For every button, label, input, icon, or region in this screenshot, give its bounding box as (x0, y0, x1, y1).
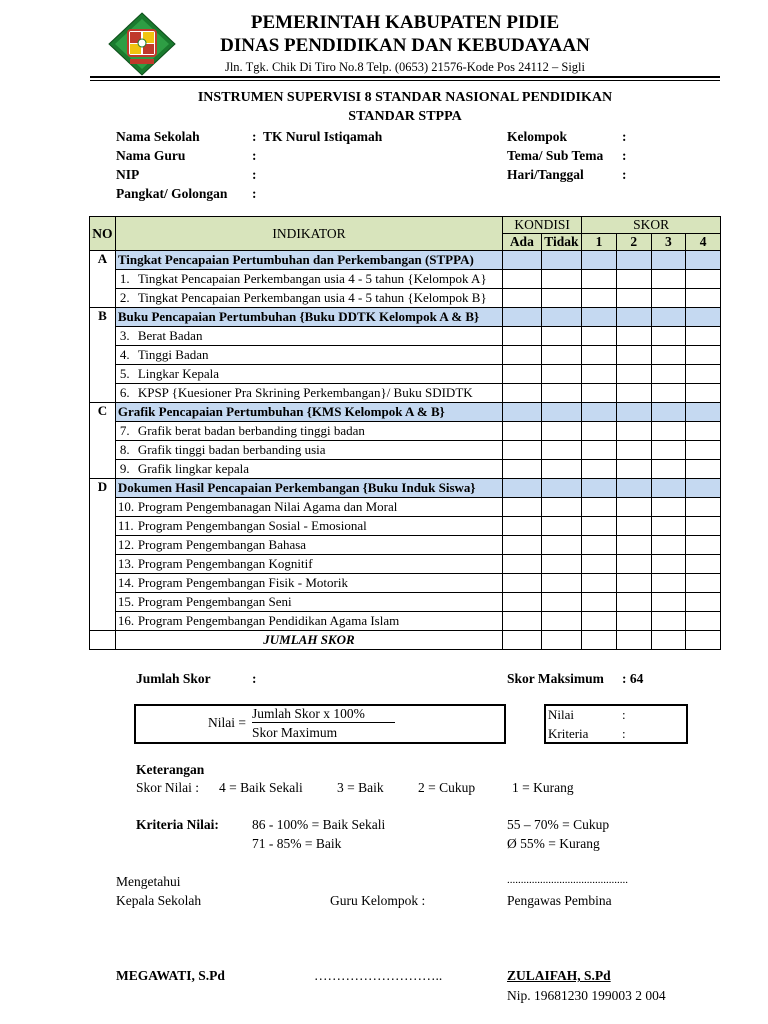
score-cell[interactable] (503, 441, 541, 460)
skor-maksimum-value: : 64 (622, 671, 644, 686)
score-cell[interactable] (616, 289, 651, 308)
kepala-sekolah-name: MEGAWATI, S.Pd (116, 968, 225, 983)
score-cell[interactable] (503, 517, 541, 536)
indicator-text: Berat Badan (137, 328, 203, 343)
score-cell[interactable] (582, 574, 617, 593)
score-cell[interactable] (616, 365, 651, 384)
jumlah-skor-total-label: JUMLAH SKOR (115, 631, 502, 650)
result-nilai-colon: : (622, 707, 626, 722)
info-colon: : (252, 129, 257, 144)
indicator-text: Program Pengembangan Fisik - Motorik (137, 575, 348, 590)
row-no-cell (90, 346, 116, 365)
score-cell[interactable] (503, 536, 541, 555)
score-cell[interactable] (503, 612, 541, 631)
table-row (90, 289, 721, 308)
indicator-text: Grafik lingkar kepala (137, 461, 250, 476)
formula-nilai-label: Nilai = (208, 715, 246, 730)
row-no-cell (90, 555, 116, 574)
table-row (90, 574, 721, 593)
indicator-cell (115, 327, 502, 346)
row-no-cell (90, 441, 116, 460)
section-row (90, 308, 721, 327)
info-colon: : (252, 148, 257, 163)
total-score-cell[interactable] (616, 631, 651, 650)
table-header-row (90, 217, 721, 234)
score-cell[interactable] (503, 289, 541, 308)
score-cell[interactable] (616, 384, 651, 403)
score-cell[interactable] (541, 251, 582, 270)
info-label-tema: Tema/ Sub Tema (507, 148, 604, 163)
result-nilai-label: Nilai (548, 707, 574, 722)
score-cell[interactable] (616, 460, 651, 479)
score-cell[interactable] (541, 593, 582, 612)
keterangan-title: Keterangan (136, 762, 205, 777)
pengawas-date-dots: ............................................ (507, 874, 628, 886)
score-cell[interactable] (686, 498, 721, 517)
col-header-skor: SKOR (582, 217, 721, 234)
score-cell[interactable] (651, 612, 686, 631)
score-cell[interactable] (582, 308, 617, 327)
score-cell[interactable] (541, 308, 582, 327)
score-cell[interactable] (541, 365, 582, 384)
score-cell[interactable] (541, 384, 582, 403)
result-box (544, 704, 688, 744)
score-cell[interactable] (616, 251, 651, 270)
kriteria-baik: 71 - 85% = Baik (252, 836, 342, 851)
score-cell[interactable] (651, 327, 686, 346)
score-cell[interactable] (651, 498, 686, 517)
skor-nilai-2: 2 = Cukup (418, 780, 476, 795)
indicator-cell (115, 384, 502, 403)
indicator-cell (115, 289, 502, 308)
score-cell[interactable] (582, 251, 617, 270)
score-cell[interactable] (686, 536, 721, 555)
indicator-cell (115, 593, 502, 612)
score-cell[interactable] (651, 308, 686, 327)
indicator-text: Lingkar Kepala (137, 366, 220, 381)
score-cell[interactable] (582, 517, 617, 536)
score-cell[interactable] (503, 574, 541, 593)
indicator-number: 9. (119, 461, 130, 476)
score-cell[interactable] (503, 270, 541, 289)
info-label-guru: Nama Guru (116, 148, 186, 163)
section-title: Buku Pencapaian Pertumbuhan {Buku DDTK Kelompok A & B} (115, 308, 502, 327)
score-cell[interactable] (582, 479, 617, 498)
pengawas-name: ZULAIFAH, S.Pd (507, 968, 611, 983)
score-cell[interactable] (651, 384, 686, 403)
indicator-number: 1. (119, 271, 130, 286)
kepala-sekolah-label: Kepala Sekolah (116, 893, 202, 908)
score-cell[interactable] (541, 441, 582, 460)
score-cell[interactable] (616, 346, 651, 365)
section-title: Grafik Pencapaian Pertumbuhan {KMS Kelompok A & B} (115, 403, 502, 422)
score-cell[interactable] (582, 460, 617, 479)
score-cell[interactable] (503, 384, 541, 403)
score-cell[interactable] (686, 346, 721, 365)
indicator-text: Tinggi Badan (137, 347, 209, 362)
score-cell[interactable] (582, 612, 617, 631)
info-label-kelompok: Kelompok (507, 129, 568, 144)
score-cell[interactable] (541, 403, 582, 422)
score-cell[interactable] (651, 555, 686, 574)
score-cell[interactable] (616, 327, 651, 346)
total-score-cell[interactable] (651, 631, 686, 650)
info-label-nip: NIP (116, 167, 140, 182)
indicator-number: 4. (119, 347, 130, 362)
score-cell[interactable] (686, 365, 721, 384)
score-cell[interactable] (582, 346, 617, 365)
indicator-number: 8. (119, 442, 130, 457)
indicator-text: Tingkat Pencapaian Perkembangan usia 4 - 5 tahun {Kelompok A} (137, 271, 487, 286)
table-row (90, 270, 721, 289)
score-cell[interactable] (616, 593, 651, 612)
score-cell[interactable] (503, 460, 541, 479)
document-title: INSTRUMEN SUPERVISI 8 STANDAR NASIONAL PENDIDIKAN (197, 90, 613, 105)
col-header-skor-1: 1 (582, 234, 617, 251)
info-colon: : (622, 167, 627, 182)
col-header-kondisi: KONDISI (503, 217, 582, 234)
kriteria-nilai-label: Kriteria Nilai: (136, 817, 219, 832)
col-header-skor-3: 3 (651, 234, 686, 251)
score-cell[interactable] (616, 422, 651, 441)
score-cell[interactable] (651, 403, 686, 422)
score-cell[interactable] (541, 422, 582, 441)
score-cell[interactable] (503, 479, 541, 498)
guru-kelompok-label: Guru Kelompok : (330, 893, 426, 908)
section-row (90, 251, 721, 270)
score-cell[interactable] (686, 251, 721, 270)
indicator-text: Tingkat Pencapaian Perkembangan usia 4 - 5 tahun {Kelompok B} (137, 290, 487, 305)
indicator-text: Grafik tinggi badan berbanding usia (137, 442, 326, 457)
jumlah-skor-label: Jumlah Skor (136, 671, 211, 686)
section-title: Dokumen Hasil Pencapaian Perkembangan {Buku Induk Siswa} (115, 479, 502, 498)
total-score-cell[interactable] (582, 631, 617, 650)
row-no-cell (90, 517, 116, 536)
row-no-cell (90, 612, 116, 631)
guru-signature-dots: ……………………….. (314, 968, 443, 983)
score-cell[interactable] (686, 308, 721, 327)
score-cell[interactable] (686, 479, 721, 498)
row-no-cell (90, 422, 116, 441)
score-cell[interactable] (582, 327, 617, 346)
row-no-cell (90, 460, 116, 479)
indicator-number: 15. (117, 594, 135, 609)
indicator-number: 7. (119, 423, 130, 438)
row-no-cell (90, 270, 116, 289)
score-cell[interactable] (541, 460, 582, 479)
score-cell[interactable] (541, 479, 582, 498)
table-row (90, 346, 721, 365)
score-cell[interactable] (616, 612, 651, 631)
score-cell[interactable] (503, 403, 541, 422)
score-cell[interactable] (582, 555, 617, 574)
section-row (90, 479, 721, 498)
col-header-ada: Ada (503, 234, 541, 251)
score-cell[interactable] (686, 403, 721, 422)
score-cell[interactable] (503, 593, 541, 612)
indicator-cell (115, 460, 502, 479)
score-cell[interactable] (582, 441, 617, 460)
kriteria-baik-sekali: 86 - 100% = Baik Sekali (252, 817, 386, 832)
score-cell[interactable] (686, 327, 721, 346)
indicator-number: 14. (117, 575, 135, 590)
info-label-pangkat: Pangkat/ Golongan (116, 186, 228, 201)
indicator-text: Program Pengembangan Pendidikan Agama Islam (137, 613, 400, 628)
skor-nilai-3: 3 = Baik (337, 780, 384, 795)
score-cell[interactable] (582, 498, 617, 517)
score-cell[interactable] (582, 422, 617, 441)
row-no-cell (90, 593, 116, 612)
total-row (90, 631, 721, 650)
score-cell[interactable] (503, 422, 541, 441)
row-no-cell (90, 289, 116, 308)
table-row (90, 555, 721, 574)
indicator-cell (115, 574, 502, 593)
score-cell[interactable] (686, 460, 721, 479)
score-cell[interactable] (616, 498, 651, 517)
row-no-cell (90, 536, 116, 555)
table-row (90, 612, 721, 631)
score-cell[interactable] (541, 346, 582, 365)
indicator-number: 3. (119, 328, 130, 343)
indicator-cell (115, 536, 502, 555)
score-cell[interactable] (651, 574, 686, 593)
indicator-text: Program Pengembangan Kognitif (137, 556, 313, 571)
score-cell[interactable] (582, 289, 617, 308)
indicator-text: Program Pengembangan Bahasa (137, 537, 307, 552)
score-cell[interactable] (651, 422, 686, 441)
score-cell[interactable] (541, 289, 582, 308)
table-row (90, 422, 721, 441)
score-cell[interactable] (582, 365, 617, 384)
indicator-text: KPSP {Kuesioner Pra Skrining Perkembangan}/ Buku SDIDTK (137, 385, 473, 400)
score-cell[interactable] (503, 346, 541, 365)
jumlah-skor-colon: : (252, 671, 257, 686)
score-cell[interactable] (616, 574, 651, 593)
indicator-cell (115, 422, 502, 441)
indicator-text: Program Pengembangan Seni (137, 594, 292, 609)
row-no-cell (90, 574, 116, 593)
score-cell[interactable] (541, 498, 582, 517)
row-no-cell (90, 384, 116, 403)
kriteria-kurang: Ø 55% = Kurang (507, 836, 600, 851)
kriteria-cukup: 55 – 70% = Cukup (507, 817, 610, 832)
info-colon: : (622, 129, 627, 144)
score-cell[interactable] (582, 403, 617, 422)
score-cell[interactable] (686, 422, 721, 441)
col-header-skor-4: 4 (686, 234, 721, 251)
score-cell[interactable] (582, 270, 617, 289)
indicator-number: 6. (119, 385, 130, 400)
score-cell[interactable] (686, 612, 721, 631)
score-cell[interactable] (651, 289, 686, 308)
header-line-1: PEMERINTAH KABUPATEN PIDIE (250, 12, 560, 33)
header-rule-thin (90, 80, 720, 81)
info-colon: : (252, 186, 257, 201)
score-cell[interactable] (616, 536, 651, 555)
col-header-skor-2: 2 (616, 234, 651, 251)
pengawas-nip: Nip. 19681230 199003 2 004 (507, 988, 666, 1003)
score-cell[interactable] (651, 517, 686, 536)
supervision-table (89, 216, 721, 650)
indicator-cell (115, 555, 502, 574)
table-row (90, 593, 721, 612)
table-row (90, 327, 721, 346)
total-score-cell[interactable] (686, 631, 721, 650)
table-row (90, 517, 721, 536)
skor-nilai-4: 4 = Baik Sekali (219, 780, 303, 795)
score-cell[interactable] (686, 574, 721, 593)
info-value-sekolah: TK Nurul Istiqamah (263, 129, 383, 144)
table-row (90, 441, 721, 460)
score-cell[interactable] (503, 251, 541, 270)
score-cell[interactable] (686, 289, 721, 308)
indicator-cell (115, 441, 502, 460)
score-cell[interactable] (651, 346, 686, 365)
score-cell[interactable] (616, 479, 651, 498)
score-cell[interactable] (651, 593, 686, 612)
section-title: Tingkat Pencapaian Pertumbuhan dan Perkembangan (STPPA) (115, 251, 502, 270)
row-no-cell (90, 631, 116, 650)
info-label-sekolah: Nama Sekolah (116, 129, 200, 144)
score-cell[interactable] (616, 308, 651, 327)
score-cell[interactable] (651, 441, 686, 460)
indicator-number: 12. (117, 537, 135, 552)
score-cell[interactable] (651, 460, 686, 479)
indicator-number: 2. (119, 290, 130, 305)
pengawas-pembina-label: Pengawas Pembina (507, 893, 612, 908)
result-kriteria-label: Kriteria (548, 726, 589, 741)
score-cell[interactable] (686, 270, 721, 289)
score-cell[interactable] (541, 327, 582, 346)
score-cell[interactable] (651, 270, 686, 289)
score-cell[interactable] (541, 574, 582, 593)
score-cell[interactable] (503, 308, 541, 327)
score-cell[interactable] (616, 270, 651, 289)
info-colon: : (622, 148, 627, 163)
score-cell[interactable] (616, 517, 651, 536)
score-cell[interactable] (651, 536, 686, 555)
indicator-number: 16. (117, 613, 135, 628)
indicator-number: 11. (117, 518, 134, 533)
score-cell[interactable] (503, 327, 541, 346)
document-subtitle: STANDAR STPPA (348, 109, 462, 124)
score-cell[interactable] (541, 555, 582, 574)
indicator-number: 13. (117, 556, 135, 571)
section-letter: B (90, 308, 116, 327)
header-rule-thick (90, 76, 720, 78)
col-header-no: NO (90, 217, 116, 251)
indicator-cell (115, 612, 502, 631)
section-row (90, 403, 721, 422)
indicator-text: Program Pengembangan Sosial - Emosional (137, 518, 367, 533)
skor-nilai-label: Skor Nilai : (136, 780, 199, 795)
indicator-text: Grafik berat badan berbanding tinggi badan (137, 423, 365, 438)
score-cell[interactable] (686, 441, 721, 460)
section-letter: C (90, 403, 116, 422)
table-row (90, 365, 721, 384)
score-cell[interactable] (582, 593, 617, 612)
score-cell[interactable] (541, 612, 582, 631)
table-row (90, 498, 721, 517)
score-cell[interactable] (541, 270, 582, 289)
indicator-cell (115, 517, 502, 536)
indicator-cell (115, 270, 502, 289)
mengetahui-label: Mengetahui (116, 874, 181, 889)
table-row (90, 384, 721, 403)
score-cell[interactable] (503, 555, 541, 574)
score-cell[interactable] (503, 365, 541, 384)
row-no-cell (90, 365, 116, 384)
score-cell[interactable] (651, 251, 686, 270)
col-header-tidak: Tidak (541, 234, 582, 251)
formula-numerator: Jumlah Skor x 100% (252, 706, 395, 723)
score-cell[interactable] (582, 536, 617, 555)
table-row (90, 460, 721, 479)
score-cell[interactable] (651, 365, 686, 384)
score-cell[interactable] (616, 403, 651, 422)
score-cell[interactable] (686, 517, 721, 536)
score-cell[interactable] (541, 536, 582, 555)
indicator-number: 5. (119, 366, 130, 381)
info-label-hari: Hari/Tanggal (507, 167, 584, 182)
score-cell[interactable] (582, 384, 617, 403)
row-no-cell (90, 498, 116, 517)
score-cell[interactable] (686, 593, 721, 612)
row-no-cell (90, 327, 116, 346)
score-cell[interactable] (503, 498, 541, 517)
indicator-cell (115, 365, 502, 384)
result-kriteria-colon: : (622, 726, 626, 741)
header-address: Jln. Tgk. Chik Di Tiro No.8 Telp. (0653) 21576-Kode Pos 24112 – Sigli (224, 60, 586, 74)
section-letter: D (90, 479, 116, 498)
score-cell[interactable] (541, 517, 582, 536)
indicator-text: Program Pengembanagan Nilai Agama dan Moral (137, 499, 398, 514)
skor-nilai-1: 1 = Kurang (512, 780, 574, 795)
score-cell[interactable] (651, 479, 686, 498)
section-letter: A (90, 251, 116, 270)
col-header-indikator: INDIKATOR (115, 217, 502, 251)
formula-denominator: Skor Maximum (252, 725, 338, 740)
score-cell[interactable] (616, 555, 651, 574)
score-cell[interactable] (616, 441, 651, 460)
table-row (90, 536, 721, 555)
indicator-number: 10. (117, 499, 135, 514)
total-score-cell[interactable] (541, 631, 582, 650)
indicator-cell (115, 346, 502, 365)
header-line-2: DINAS PENDIDIKAN DAN KEBUDAYAAN (220, 35, 590, 56)
skor-maksimum-label: Skor Maksimum (507, 671, 604, 686)
formula-box (134, 704, 506, 744)
info-colon: : (252, 167, 257, 182)
indicator-cell (115, 498, 502, 517)
total-score-cell[interactable] (503, 631, 541, 650)
score-cell[interactable] (686, 555, 721, 574)
score-cell[interactable] (686, 384, 721, 403)
